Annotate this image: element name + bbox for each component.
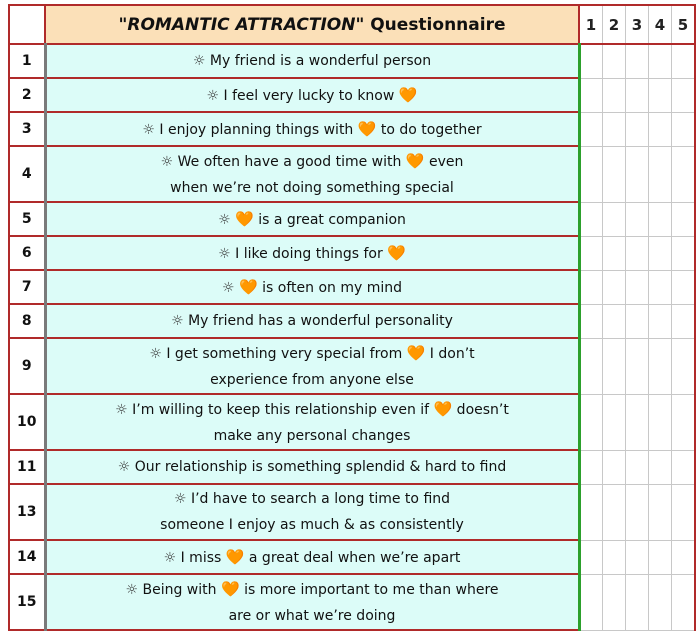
score-cell-4[interactable]: [649, 112, 672, 146]
questionnaire-title: [45, 5, 579, 44]
heart-icon: 🧡: [357, 119, 377, 138]
question-text-segment: even: [424, 153, 464, 170]
question-text: [45, 78, 579, 112]
question-text-segment: to do together: [376, 121, 482, 138]
question-text: [45, 146, 579, 202]
question-text-segment: is a great companion: [253, 211, 406, 228]
question-text-segment: is often on my mind: [257, 279, 402, 296]
score-header-3: 3: [626, 5, 649, 44]
question-line: [47, 308, 578, 334]
question-text-segment: someone I enjoy as much & as consistently: [160, 517, 464, 533]
question-text-segment: is more important to me than where: [239, 581, 499, 598]
question-text: [45, 304, 579, 338]
heart-icon: 🧡: [405, 151, 425, 170]
score-cell-4[interactable]: [649, 574, 672, 630]
question-number: 15: [9, 574, 45, 630]
question-number: 1: [9, 44, 45, 78]
score-cell-2[interactable]: [603, 540, 626, 574]
score-cell-5[interactable]: [672, 394, 696, 450]
title-quote-close: ": [355, 14, 365, 35]
question-text: [45, 44, 579, 78]
question-row: [9, 540, 695, 574]
questionnaire-table: [8, 4, 696, 631]
question-line: [47, 340, 578, 367]
question-text-segment: I’m willing to keep this relationship even if: [127, 401, 434, 418]
score-cell-5[interactable]: [672, 540, 696, 574]
heart-icon: 🧡: [406, 343, 426, 362]
score-cell-4[interactable]: [649, 236, 672, 270]
score-header-1: 1: [579, 5, 603, 44]
question-text-segment: Our relationship is something splendid & hard to find: [130, 459, 507, 475]
score-cell-1[interactable]: [579, 540, 603, 574]
score-cell-3[interactable]: [626, 236, 649, 270]
score-cell-5[interactable]: [672, 146, 696, 202]
score-cell-5[interactable]: [672, 450, 696, 484]
score-cell-4[interactable]: [649, 78, 672, 112]
score-cell-2[interactable]: [603, 450, 626, 484]
score-cell-3[interactable]: [626, 394, 649, 450]
question-number: 6: [9, 236, 45, 270]
question-line: [47, 544, 578, 571]
question-row: [9, 394, 695, 450]
score-cell-4[interactable]: [649, 304, 672, 338]
question-number: 5: [9, 202, 45, 236]
question-line: [47, 396, 578, 423]
score-cell-2[interactable]: [603, 112, 626, 146]
score-cell-2[interactable]: [603, 484, 626, 540]
question-text-segment: My friend is a wonderful person: [205, 53, 432, 69]
question-row: [9, 44, 695, 78]
sun-icon: ☼: [117, 459, 131, 475]
question-line: [47, 367, 578, 393]
score-cell-1[interactable]: [579, 78, 603, 112]
score-cell-5[interactable]: [672, 574, 696, 630]
score-cell-1[interactable]: [579, 450, 603, 484]
score-cell-4[interactable]: [649, 44, 672, 78]
question-line: [47, 274, 578, 301]
question-text-segment: I like doing things for: [230, 245, 388, 262]
question-number: 2: [9, 78, 45, 112]
sun-icon: ☼: [163, 549, 177, 566]
score-cell-1[interactable]: [579, 338, 603, 394]
score-cell-1[interactable]: [579, 484, 603, 540]
question-text-segment: when we’re not doing something special: [170, 179, 454, 196]
sun-icon: ☼: [171, 313, 184, 329]
question-number: 8: [9, 304, 45, 338]
score-cell-2[interactable]: [603, 304, 626, 338]
question-text: [45, 338, 579, 394]
score-cell-4[interactable]: [649, 338, 672, 394]
question-line: [47, 486, 578, 512]
score-cell-4[interactable]: [649, 484, 672, 540]
question-number: 10: [9, 394, 45, 450]
title-emphasis: ROMANTIC ATTRACTION: [127, 14, 356, 35]
score-header-2: 2: [603, 5, 626, 44]
question-row: [9, 236, 695, 270]
question-line: [47, 512, 578, 538]
question-text-segment: I’d have to search a long time to find: [186, 491, 451, 507]
sun-icon: ☼: [218, 211, 231, 228]
score-cell-1[interactable]: [579, 574, 603, 630]
score-cell-2[interactable]: [603, 78, 626, 112]
question-number: 13: [9, 484, 45, 540]
score-cell-3[interactable]: [626, 202, 649, 236]
score-cell-3[interactable]: [626, 304, 649, 338]
question-text-segment: are or what we’re doing: [228, 607, 396, 624]
score-cell-5[interactable]: [672, 338, 696, 394]
score-cell-5[interactable]: [672, 44, 696, 78]
score-cell-5[interactable]: [672, 78, 696, 112]
question-row: [9, 78, 695, 112]
score-cell-4[interactable]: [649, 450, 672, 484]
sun-icon: ☼: [192, 53, 206, 69]
score-cell-1[interactable]: [579, 236, 603, 270]
question-number: 9: [9, 338, 45, 394]
question-text-segment: doesn’t: [452, 401, 509, 418]
sun-icon: ☼: [221, 279, 235, 296]
question-number: 4: [9, 146, 45, 202]
question-text-segment: Being with: [138, 581, 221, 598]
question-text-segment: make any personal changes: [213, 427, 411, 444]
question-row: [9, 574, 695, 630]
sun-icon: ☼: [115, 401, 128, 418]
score-cell-4[interactable]: [649, 146, 672, 202]
question-text-segment: a great deal when we’re apart: [244, 549, 461, 566]
question-row: [9, 146, 695, 202]
question-row: [9, 202, 695, 236]
question-row: [9, 112, 695, 146]
score-cell-2[interactable]: [603, 270, 626, 304]
question-text: [45, 540, 579, 574]
score-cell-1[interactable]: [579, 44, 603, 78]
question-text-segment: I miss: [176, 549, 226, 566]
question-number: 14: [9, 540, 45, 574]
score-cell-2[interactable]: [603, 574, 626, 630]
question-text-segment: I get something very special from: [161, 345, 407, 362]
score-cell-1[interactable]: [579, 304, 603, 338]
question-line: [47, 240, 578, 267]
score-cell-3[interactable]: [626, 78, 649, 112]
question-line: [47, 48, 578, 74]
score-cell-1[interactable]: [579, 270, 603, 304]
heart-icon: 🧡: [235, 209, 254, 228]
question-text-segment: I feel very lucky to know: [219, 87, 399, 104]
score-cell-1[interactable]: [579, 146, 603, 202]
score-cell-1[interactable]: [579, 394, 603, 450]
question-text-segment: I don’t: [425, 345, 475, 362]
question-number: 11: [9, 450, 45, 484]
score-cell-3[interactable]: [626, 450, 649, 484]
question-number: 7: [9, 270, 45, 304]
question-text: [45, 484, 579, 540]
question-text: [45, 450, 579, 484]
question-line: [47, 116, 578, 143]
score-cell-4[interactable]: [649, 270, 672, 304]
question-text-segment: I enjoy planning things with: [154, 121, 358, 138]
score-cell-3[interactable]: [626, 574, 649, 630]
question-row: [9, 304, 695, 338]
question-row: [9, 270, 695, 304]
score-cell-3[interactable]: [626, 270, 649, 304]
heart-icon: 🧡: [398, 85, 418, 104]
question-text: [45, 574, 579, 630]
question-row: [9, 338, 695, 394]
sun-icon: ☼: [173, 491, 187, 507]
score-header-4: 4: [649, 5, 672, 44]
questionnaire-rows: [9, 44, 695, 630]
question-line: [47, 576, 578, 603]
question-text: [45, 236, 579, 270]
score-cell-5[interactable]: [672, 236, 696, 270]
question-text: [45, 394, 579, 450]
heart-icon: 🧡: [225, 547, 245, 566]
score-cell-2[interactable]: [603, 236, 626, 270]
question-line: [47, 175, 578, 201]
heart-icon: 🧡: [433, 399, 453, 418]
sun-icon: ☼: [206, 87, 220, 104]
question-line: [47, 148, 578, 175]
question-line: [47, 454, 578, 480]
question-line: [47, 603, 578, 629]
score-header-5: 5: [672, 5, 696, 44]
heart-icon: 🧡: [220, 579, 240, 598]
score-cell-3[interactable]: [626, 146, 649, 202]
score-cell-5[interactable]: [672, 304, 696, 338]
score-cell-2[interactable]: [603, 44, 626, 78]
score-cell-4[interactable]: [649, 540, 672, 574]
score-cell-5[interactable]: [672, 484, 696, 540]
sun-icon: ☼: [218, 245, 231, 262]
header-number-cell: [9, 5, 45, 44]
sun-icon: ☼: [149, 345, 162, 362]
score-cell-1[interactable]: [579, 112, 603, 146]
question-text: [45, 112, 579, 146]
question-text-segment: We often have a good time with: [173, 153, 406, 170]
question-text-segment: My friend has a wonderful personality: [183, 313, 453, 329]
question-line: [47, 423, 578, 449]
question-line: [47, 82, 578, 109]
question-line: [47, 206, 578, 233]
score-cell-2[interactable]: [603, 202, 626, 236]
heart-icon: 🧡: [239, 277, 258, 296]
score-cell-4[interactable]: [649, 394, 672, 450]
score-cell-5[interactable]: [672, 270, 696, 304]
question-number: 3: [9, 112, 45, 146]
question-text: [45, 270, 579, 304]
sun-icon: ☼: [125, 581, 139, 598]
heart-icon: 🧡: [387, 243, 406, 262]
score-cell-3[interactable]: [626, 44, 649, 78]
sun-icon: ☼: [142, 121, 155, 138]
score-cell-5[interactable]: [672, 202, 696, 236]
question-text-segment: experience from anyone else: [210, 371, 414, 388]
score-cell-3[interactable]: [626, 112, 649, 146]
score-cell-2[interactable]: [603, 146, 626, 202]
score-cell-3[interactable]: [626, 338, 649, 394]
score-cell-2[interactable]: [603, 338, 626, 394]
score-cell-2[interactable]: [603, 394, 626, 450]
score-cell-1[interactable]: [579, 202, 603, 236]
title-rest: Questionnaire: [364, 14, 506, 35]
question-row: [9, 484, 695, 540]
header-row: [9, 5, 695, 44]
question-text: [45, 202, 579, 236]
question-row: [9, 450, 695, 484]
score-cell-4[interactable]: [649, 202, 672, 236]
sun-icon: ☼: [160, 153, 174, 170]
score-cell-5[interactable]: [672, 112, 696, 146]
score-cell-3[interactable]: [626, 484, 649, 540]
title-quote-open: ": [118, 14, 128, 35]
score-cell-3[interactable]: [626, 540, 649, 574]
